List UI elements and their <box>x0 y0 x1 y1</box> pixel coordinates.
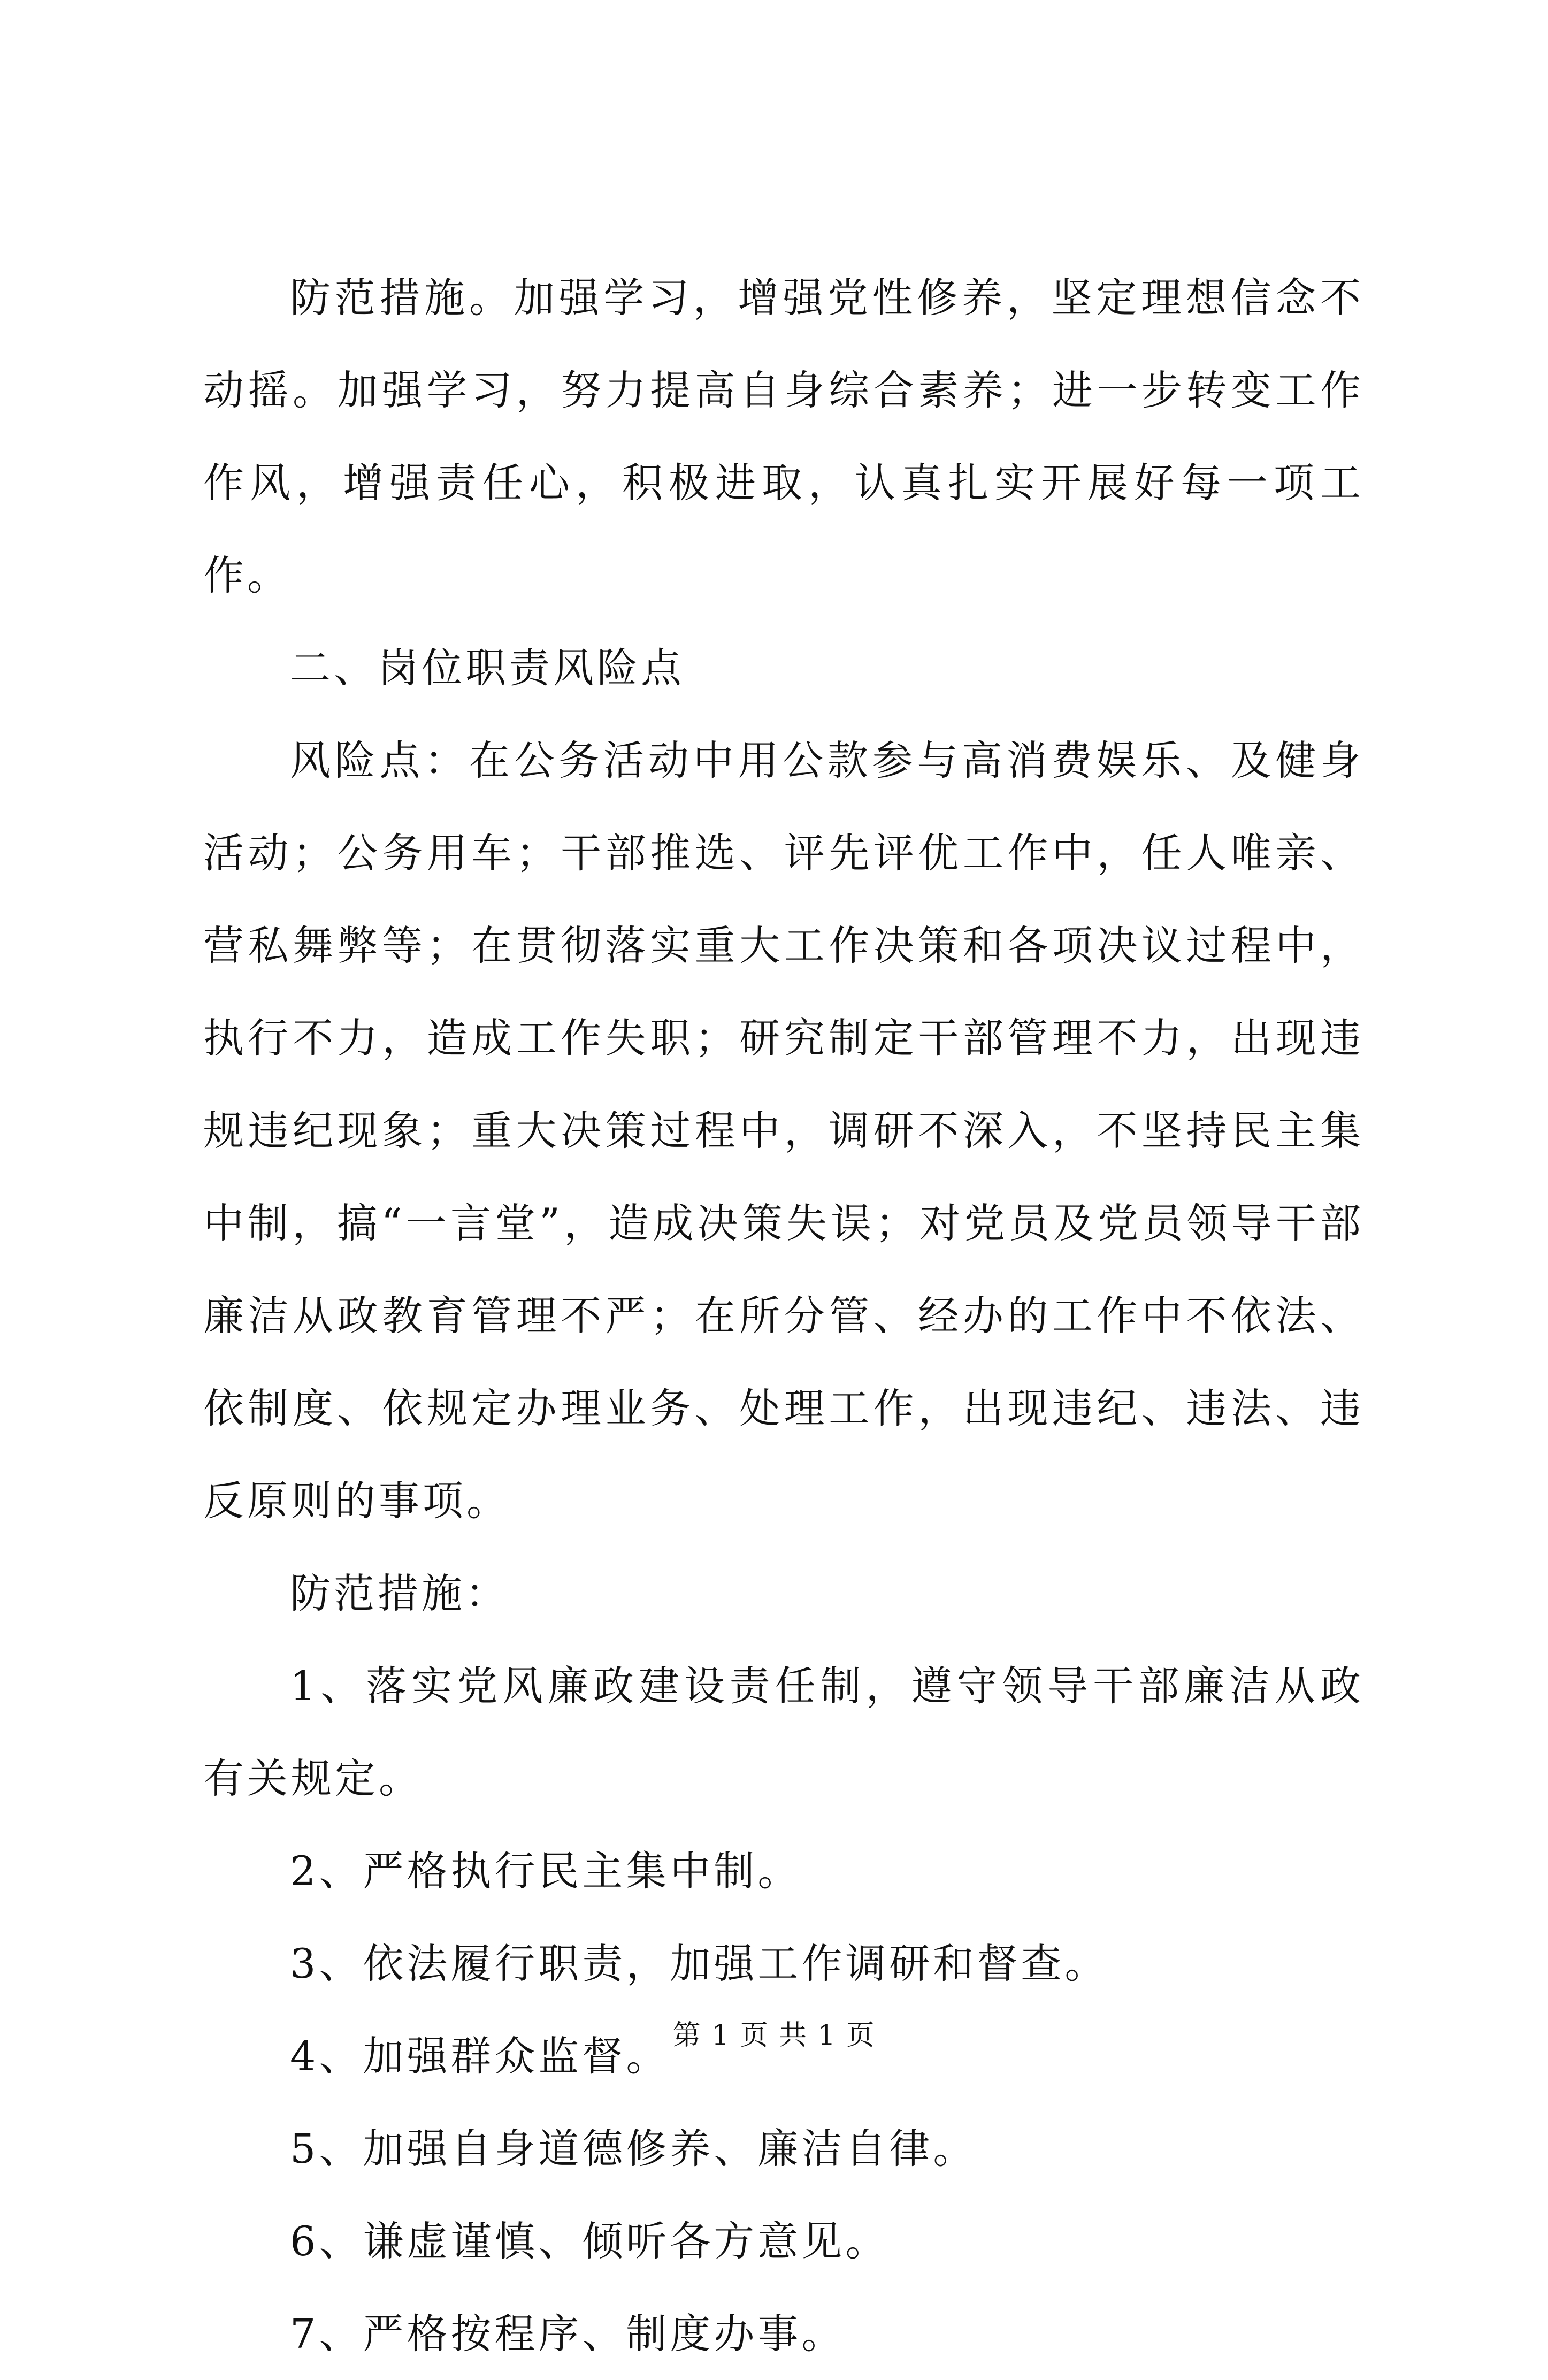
paragraph-prevention-measures-intro: 防范措施。加强学习，增强党性修养，坚定理想信念不动摇。加强学习，努力提高自身综合素养；进一步转变工作作风，增强责任心，积极进取，认真扎实开展好每一项工作。 <box>203 274 1364 599</box>
list-item-2: 2、严格执行民主集中制。 <box>290 1847 802 1895</box>
list-item-4: 4、加强群众监督。 <box>290 2032 670 2080</box>
page-footer <box>0 2017 1548 2054</box>
paragraph-prevention-measures-label: 防范措施： <box>290 1570 509 1617</box>
document-body <box>203 251 1364 2380</box>
list-item-7: 7、严格按程序、制度办事。 <box>290 2310 846 2358</box>
list-item-3: 3、依法履行职责，加强工作调研和督查。 <box>290 1940 1109 1987</box>
list-item-5: 5、加强自身道德修养、廉洁自律。 <box>290 2125 977 2172</box>
paragraph-risk-points: 风险点：在公务活动中用公款参与高消费娱乐、及健身活动；公务用车；干部推选、评先评优工作中，任人唯亲、营私舞弊等；在贯彻落实重大工作决策和各项决议过程中，执行不力，造成工作失职；研究制定干部管理不力，出现违规违纪现象；重大决策过程中，调研不深入，不坚持民主集中制，搞“一言堂”，造成决策失误；对党员及党员领导干部廉洁从政教育管理不严；在所分管、经办的工作中不依法、依制度、依规定办理业务、处理工作，出现违纪、违法、违反原则的事项。 <box>203 737 1364 1525</box>
list-item-1: 1、落实党风廉政建设责任制，遵守领导干部廉洁从政有关规定。 <box>203 1662 1364 1802</box>
page-number-label: 第 1 页 共 1 页 <box>672 2019 876 2052</box>
section-heading-job-risk-points: 二、岗位职责风险点 <box>290 644 685 692</box>
list-item-6: 6、谦虚谨慎、倾听各方意见。 <box>290 2217 890 2265</box>
